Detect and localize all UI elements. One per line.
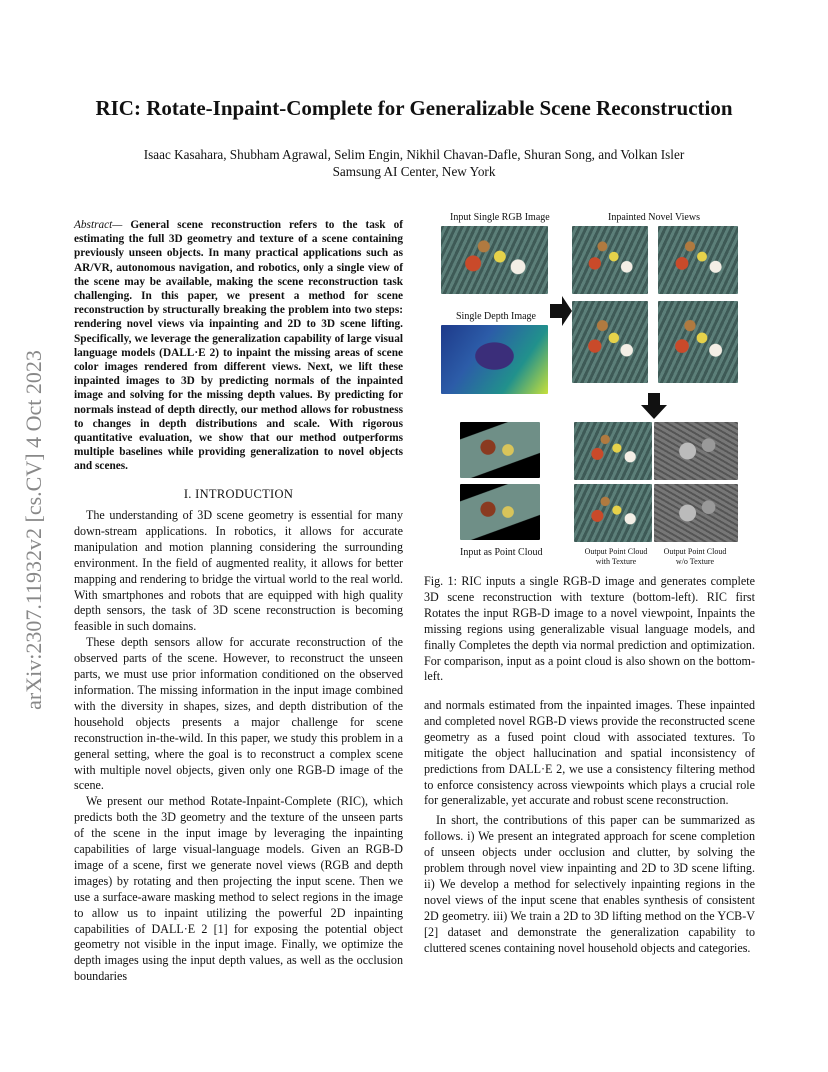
figure-label-input-pc: Input as Point Cloud <box>460 547 543 558</box>
figure-label-output-untextured: Output Point Cloud w/o Texture <box>663 547 727 566</box>
abstract-label: Abstract <box>74 219 113 231</box>
abstract: Abstract— General scene reconstruction refers to the task of estimating the full 3D geometry and texture of a scene containing previously unseen objects. In many practical applications such as AR/VR, autonomous navigation, and robotics, only a single view of the scene may be available, making the scene reconstruction task challenging. In this paper, we present a method for scene reconstruction by structurally breaking the problem into two steps: rendering novel views via inpainting and 2D to 3D scene lifting. Specifically, we leverage the generalization capability of large visual language models (DALL·E 2) to inpaint the missing areas of scene color images rendered from different views. Next, we lift these inpainted images to 3D by predicting normals of the inpainted image and solving for the missing depth values. By predicting for normals instead of depth directly, our method allows for robustness to changes in depth distributions and scale. With rigorous quantitative evaluation, we show that our method outperforms multiple baselines while providing generalization to novel objects and scenes. <box>74 219 403 473</box>
author-list: Isaac Kasahara, Shubham Agrawal, Selim Engin, Nikhil Chavan-Dafle, Shuran Song, and Volkan Isler <box>143 147 685 162</box>
inpainted-view-image <box>658 301 738 383</box>
input-rgb-image <box>441 226 548 294</box>
input-point-cloud-image <box>460 484 540 540</box>
input-depth-image <box>441 325 548 394</box>
output-textured-point-cloud <box>574 484 652 542</box>
output-untextured-point-cloud <box>654 422 738 480</box>
right-column-body <box>424 698 755 957</box>
paragraph: and normals estimated from the inpainted images. These inpainted and completed novel RGB-D views provide the reconstructed scene geometry as a fused point cloud with associated textures. To mitigate the object hallucination and spatial inconsistency of predictions from DALL·E 2, we use a consistency filtering method to enforce consistency across viewpoints which plays a crucial role for generalizable, yet accurate and robust scene reconstruction. <box>424 698 755 808</box>
output-textured-point-cloud <box>574 422 652 480</box>
paragraph: We present our method Rotate-Inpaint-Complete (RIC), which predicts both the 3D geometry and the texture of the unseen parts of the scene in the input image by leveraging the inpainting capabilities of large visual-language models. Given an RGB-D image of a scene, first we generate novel views (RGB and depth images) by rotating and then projecting the input scene. Then we use a surface-aware masking method to select regions in the image to allow us to inpaint utilizing the powerful 2D inpainting capabilities of DALL·E 2 [1] for exposing the potential object geometry not visible in the input image. Finally, we optimize the depth images using the input depth values, as well as the occlusion boundaries <box>74 794 403 984</box>
figure-caption: Fig. 1: RIC inputs a single RGB-D image and generates complete 3D scene reconstruction with texture (bottom-left). RIC first Rotates the input RGB-D image to a novel viewpoint, Inpaints the missing regions using generalizable visual language models, and finally Completes the depth via normal prediction and optimization. For comparison, input as a point cloud is also shown on the bottom-left. <box>424 574 755 684</box>
right-arrow-icon <box>550 296 572 326</box>
paragraph: The understanding of 3D scene geometry is essential for many down-stream applications. In robotics, it allows for accurate manipulation and motion planning considering the surrounding environment. In the field of augmented reality, it allows for better mapping and rendering to bridge the virtual world to the real world. With smartphones and robots that are equipped with high quality depth sensors, the task of 3D scene reconstruction is becoming feasible in such domains. <box>74 508 403 634</box>
input-point-cloud-image <box>460 422 540 478</box>
arxiv-id: arXiv:2307.11932v2 [cs.CV] 4 Oct 2023 <box>21 350 46 710</box>
down-arrow-icon <box>641 393 667 419</box>
left-column-body <box>74 508 403 985</box>
output-untextured-point-cloud <box>654 484 738 542</box>
figure-label-single-depth: Single Depth Image <box>456 311 536 322</box>
abstract-text: General scene reconstruction refers to the task of estimating the full 3D geometry and texture of a scene containing previously unseen objects. In many practical applications such as AR/VR, autonomous navigation, and robotics, only a single view of the scene may be available, making the scene reconstruction task challenging. In this paper, we present a method for scene reconstruction by structurally breaking the problem into two steps: rendering novel views via inpainting and 2D to 3D scene lifting. Specifically, we leverage the generalization capability of large visual language models (DALL·E 2) to inpaint the missing areas of scene color images rendered from different views. Next, we lift these inpainted images to 3D by predicting normals of the inpainted image and solving for the missing depth values. By predicting for normals instead of depth directly, our method allows for robustness to changes in depth distributions and scale. With rigorous quantitative evaluation, we show that our method outperforms multiple baselines while providing generalization to novel objects and scenes. <box>74 219 403 473</box>
figure-label-input-rgb: Input Single RGB Image <box>450 212 550 223</box>
paper-title: RIC: Rotate-Inpaint-Complete for Generalizable Scene Reconstruction <box>95 96 733 120</box>
affiliation: Samsung AI Center, New York <box>332 164 496 179</box>
section-heading-introduction: I. INTRODUCTION <box>183 487 294 501</box>
figure-label-output-textured: Output Point Cloud with Texture <box>584 547 648 566</box>
figure-label-inpainted-views: Inpainted Novel Views <box>608 212 700 223</box>
paragraph: In short, the contributions of this paper can be summarized as follows. i) We present an integrated approach for scene completion of unseen objects under occlusion and clutter, by solving the problem through novel view inpainting and 2D to 3D scene lifting. ii) We develop a method for selectively inpainting regions in the novel views of the input scene that enables synthesis of consistent 2D geometry. iii) We train a 2D to 3D lifting method on the YCB-V [2] dataset and demonstrate the generalization capability to cluttered scenes containing novel household objects and categories. <box>424 813 755 955</box>
arxiv-stamp <box>14 290 54 770</box>
inpainted-view-image <box>658 226 738 294</box>
inpainted-view-image <box>572 301 648 383</box>
paragraph: These depth sensors allow for accurate reconstruction of the observed parts of the scene. However, to reconstruct the unseen parts, we must use prior information conditioned on the observed information. The missing information in the input image combined with the diversity in shapes, sizes, and depth distribution of the household objects presents a major challenge for scene reconstruction in-the-wild. In this paper, we study this problem in a general setting, where the goal is to reconstruct a complex scene with multiple novel objects, given only one RGB-D image of the scene. <box>74 635 403 793</box>
inpainted-view-image <box>572 226 648 294</box>
